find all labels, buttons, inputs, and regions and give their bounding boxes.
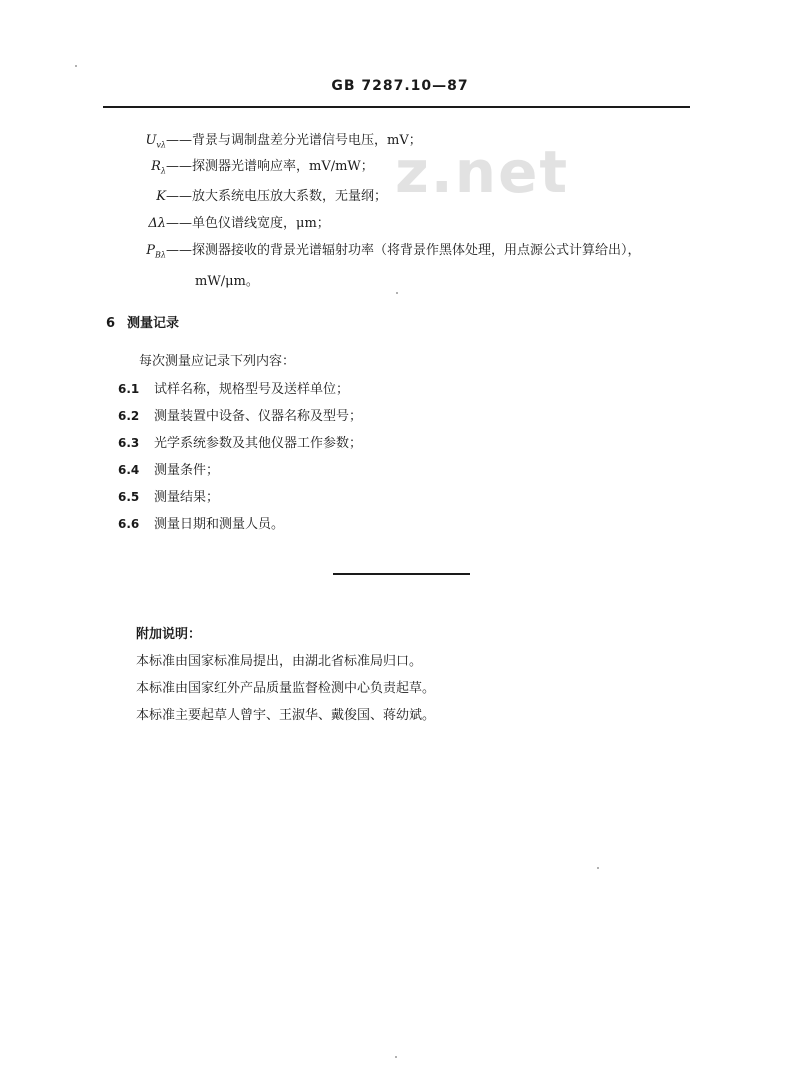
list-item-number: 6.5 xyxy=(118,490,140,504)
notes-line: 本标准由国家标准局提出，由湖北省标准局归口。 xyxy=(136,654,423,669)
list-item-text: 测量日期和测量人员。 xyxy=(154,517,285,532)
list-item-text: 测量条件； xyxy=(154,463,220,478)
definition-dash: —— xyxy=(166,159,192,174)
definition-dash: —— xyxy=(166,189,192,204)
definition-text: 背景与调制盘差分光谱信号电压，mV； xyxy=(192,133,422,148)
list-item-text: 测量装置中设备、仪器名称及型号； xyxy=(154,409,363,424)
scan-speck xyxy=(597,867,599,869)
definition-symbol: K xyxy=(156,189,166,204)
watermark: z.net xyxy=(395,138,570,206)
list-item xyxy=(118,486,219,505)
standard-code: GB 7287.10—87 xyxy=(331,78,469,94)
section-intro: 每次测量应记录下列内容： xyxy=(139,354,296,369)
definition-dash: —— xyxy=(166,133,192,148)
definition-text: 放大系统电压放大系数，无量纲； xyxy=(192,189,388,204)
section-number: 6 xyxy=(106,316,116,331)
notes-line: 本标准主要起草人曾宇、王淑华、戴俊国、蒋幼斌。 xyxy=(136,708,436,723)
list-item xyxy=(118,378,349,397)
end-rule xyxy=(333,573,470,575)
list-item-number: 6.6 xyxy=(118,517,140,531)
definition-row xyxy=(140,215,330,238)
scan-speck xyxy=(395,1056,397,1058)
definition-row xyxy=(140,188,387,211)
notes-title: 附加说明： xyxy=(136,627,202,642)
scan-speck xyxy=(396,292,398,294)
definition-row xyxy=(140,158,374,181)
section-title: 测量记录 xyxy=(127,316,180,331)
scan-speck xyxy=(75,65,77,67)
definition-dash: —— xyxy=(166,243,192,258)
definition-row xyxy=(140,242,641,265)
definition-symbol: $P_{B\lambda}$ xyxy=(146,243,166,260)
definition-row xyxy=(140,132,422,155)
definition-symbol: $R_\lambda$ xyxy=(151,159,166,176)
list-item-text: 测量结果； xyxy=(154,490,220,505)
list-item xyxy=(118,432,362,451)
list-item-number: 6.3 xyxy=(118,436,140,450)
definition-text: 单色仪谱线宽度，μm； xyxy=(192,216,330,231)
header-rule xyxy=(103,106,690,108)
list-item-text: 试样名称，规格型号及送样单位； xyxy=(154,382,350,397)
section-heading xyxy=(106,312,179,331)
list-item xyxy=(118,459,219,478)
definition-symbol: Δλ xyxy=(148,216,166,231)
definition-text: 探测器光谱响应率，mV/mW； xyxy=(192,159,374,174)
list-item-number: 6.4 xyxy=(118,463,140,477)
list-item xyxy=(118,513,284,532)
definition-symbol: $U_{v\lambda}$ xyxy=(145,133,166,150)
list-item-number: 6.1 xyxy=(118,382,140,396)
list-item-text: 光学系统参数及其他仪器工作参数； xyxy=(154,436,363,451)
definition-dash: —— xyxy=(166,216,192,231)
list-item xyxy=(118,405,362,424)
definition-continuation: mW/μm。 xyxy=(195,274,259,289)
notes-line: 本标准由国家红外产品质量监督检测中心负责起草。 xyxy=(136,681,436,696)
definition-text: 探测器接收的背景光谱辐射功率（将背景作黑体处理，用点源公式计算给出）， xyxy=(192,243,641,258)
list-item-number: 6.2 xyxy=(118,409,140,423)
